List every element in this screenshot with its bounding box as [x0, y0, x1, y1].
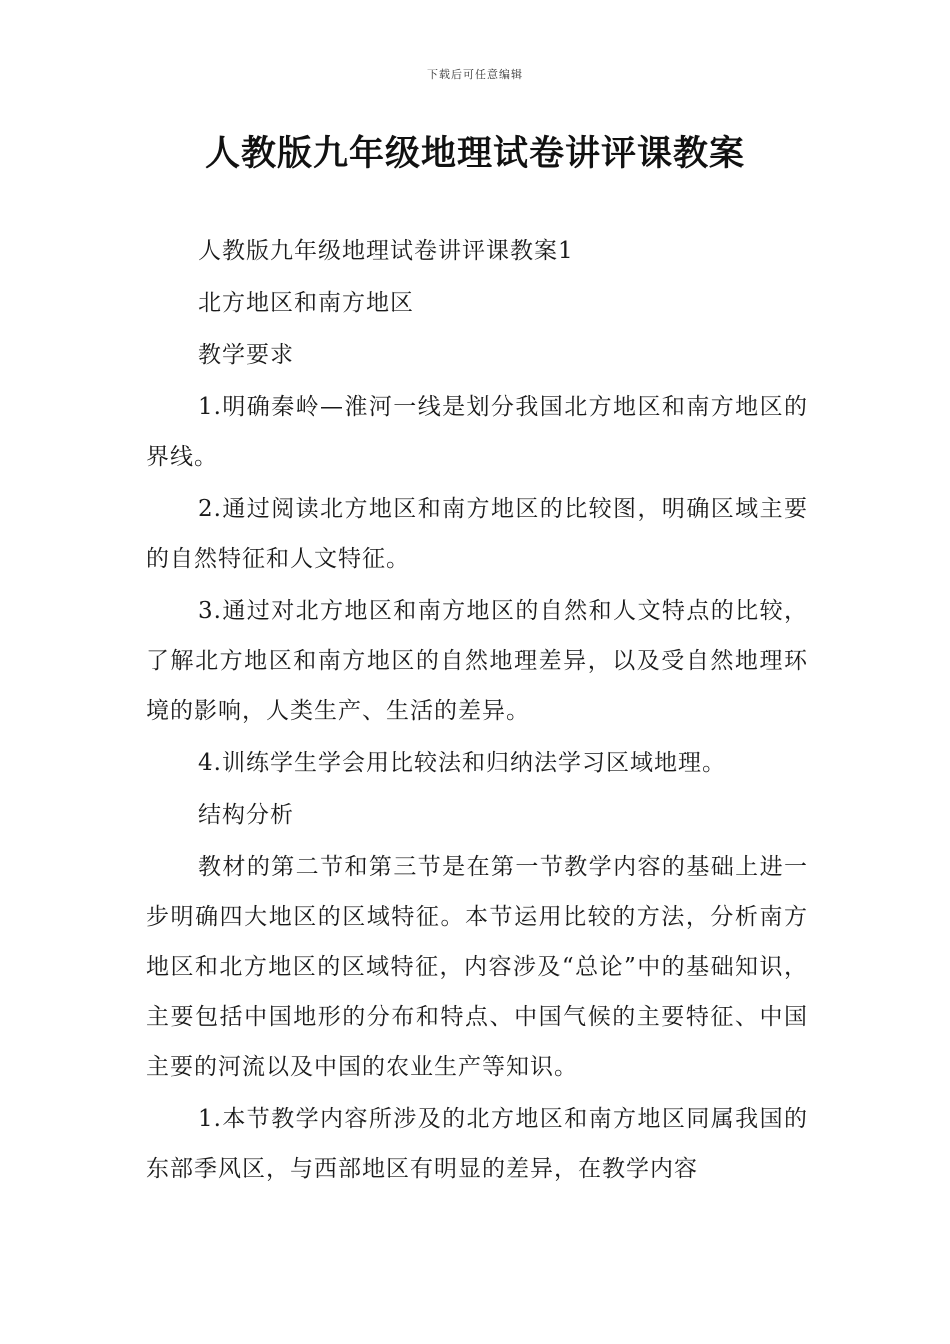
document-body	[146, 226, 808, 1196]
paragraph-section-heading: 北方地区和南方地区	[198, 290, 414, 316]
document-title: 人教版九年级地理试卷讲评课教案	[204, 133, 745, 174]
paragraph-subtitle: 人教版九年级地理试卷讲评课教案1	[198, 238, 574, 264]
paragraph-point-1: 1.本节教学内容所涉及的北方地区和南方地区同属我国的东部季风区，与西部地区有明显的差异，在教学内容	[146, 1106, 808, 1182]
paragraph-requirement-2: 2.通过阅读北方地区和南方地区的比较图，明确区域主要的自然特征和人文特征。	[146, 496, 808, 572]
paragraph-structure-analysis: 教材的第二节和第三节是在第一节教学内容的基础上进一步明确四大地区的区域特征。本节运用比较的方法，分析南方地区和北方地区的区域特征，内容涉及“总论”中的基础知识，主要包括中国地形的分布和特点、中国气候的主要特征、中国主要的河流以及中国的农业生产等知识。	[146, 854, 808, 1080]
paragraph-teaching-requirements-heading: 教学要求	[198, 342, 294, 368]
paragraph-structure-heading: 结构分析	[198, 802, 294, 828]
header-note: 下载后可任意编辑	[427, 68, 523, 81]
paragraph-requirement-3: 3.通过对北方地区和南方地区的自然和人文特点的比较，了解北方地区和南方地区的自然地理差异，以及受自然地理环境的影响，人类生产、生活的差异。	[146, 598, 808, 724]
paragraph-requirement-4: 4.训练学生学会用比较法和归纳法学习区域地理。	[198, 750, 726, 776]
paragraph-requirement-1: 1.明确秦岭—淮河一线是划分我国北方地区和南方地区的界线。	[146, 394, 808, 470]
